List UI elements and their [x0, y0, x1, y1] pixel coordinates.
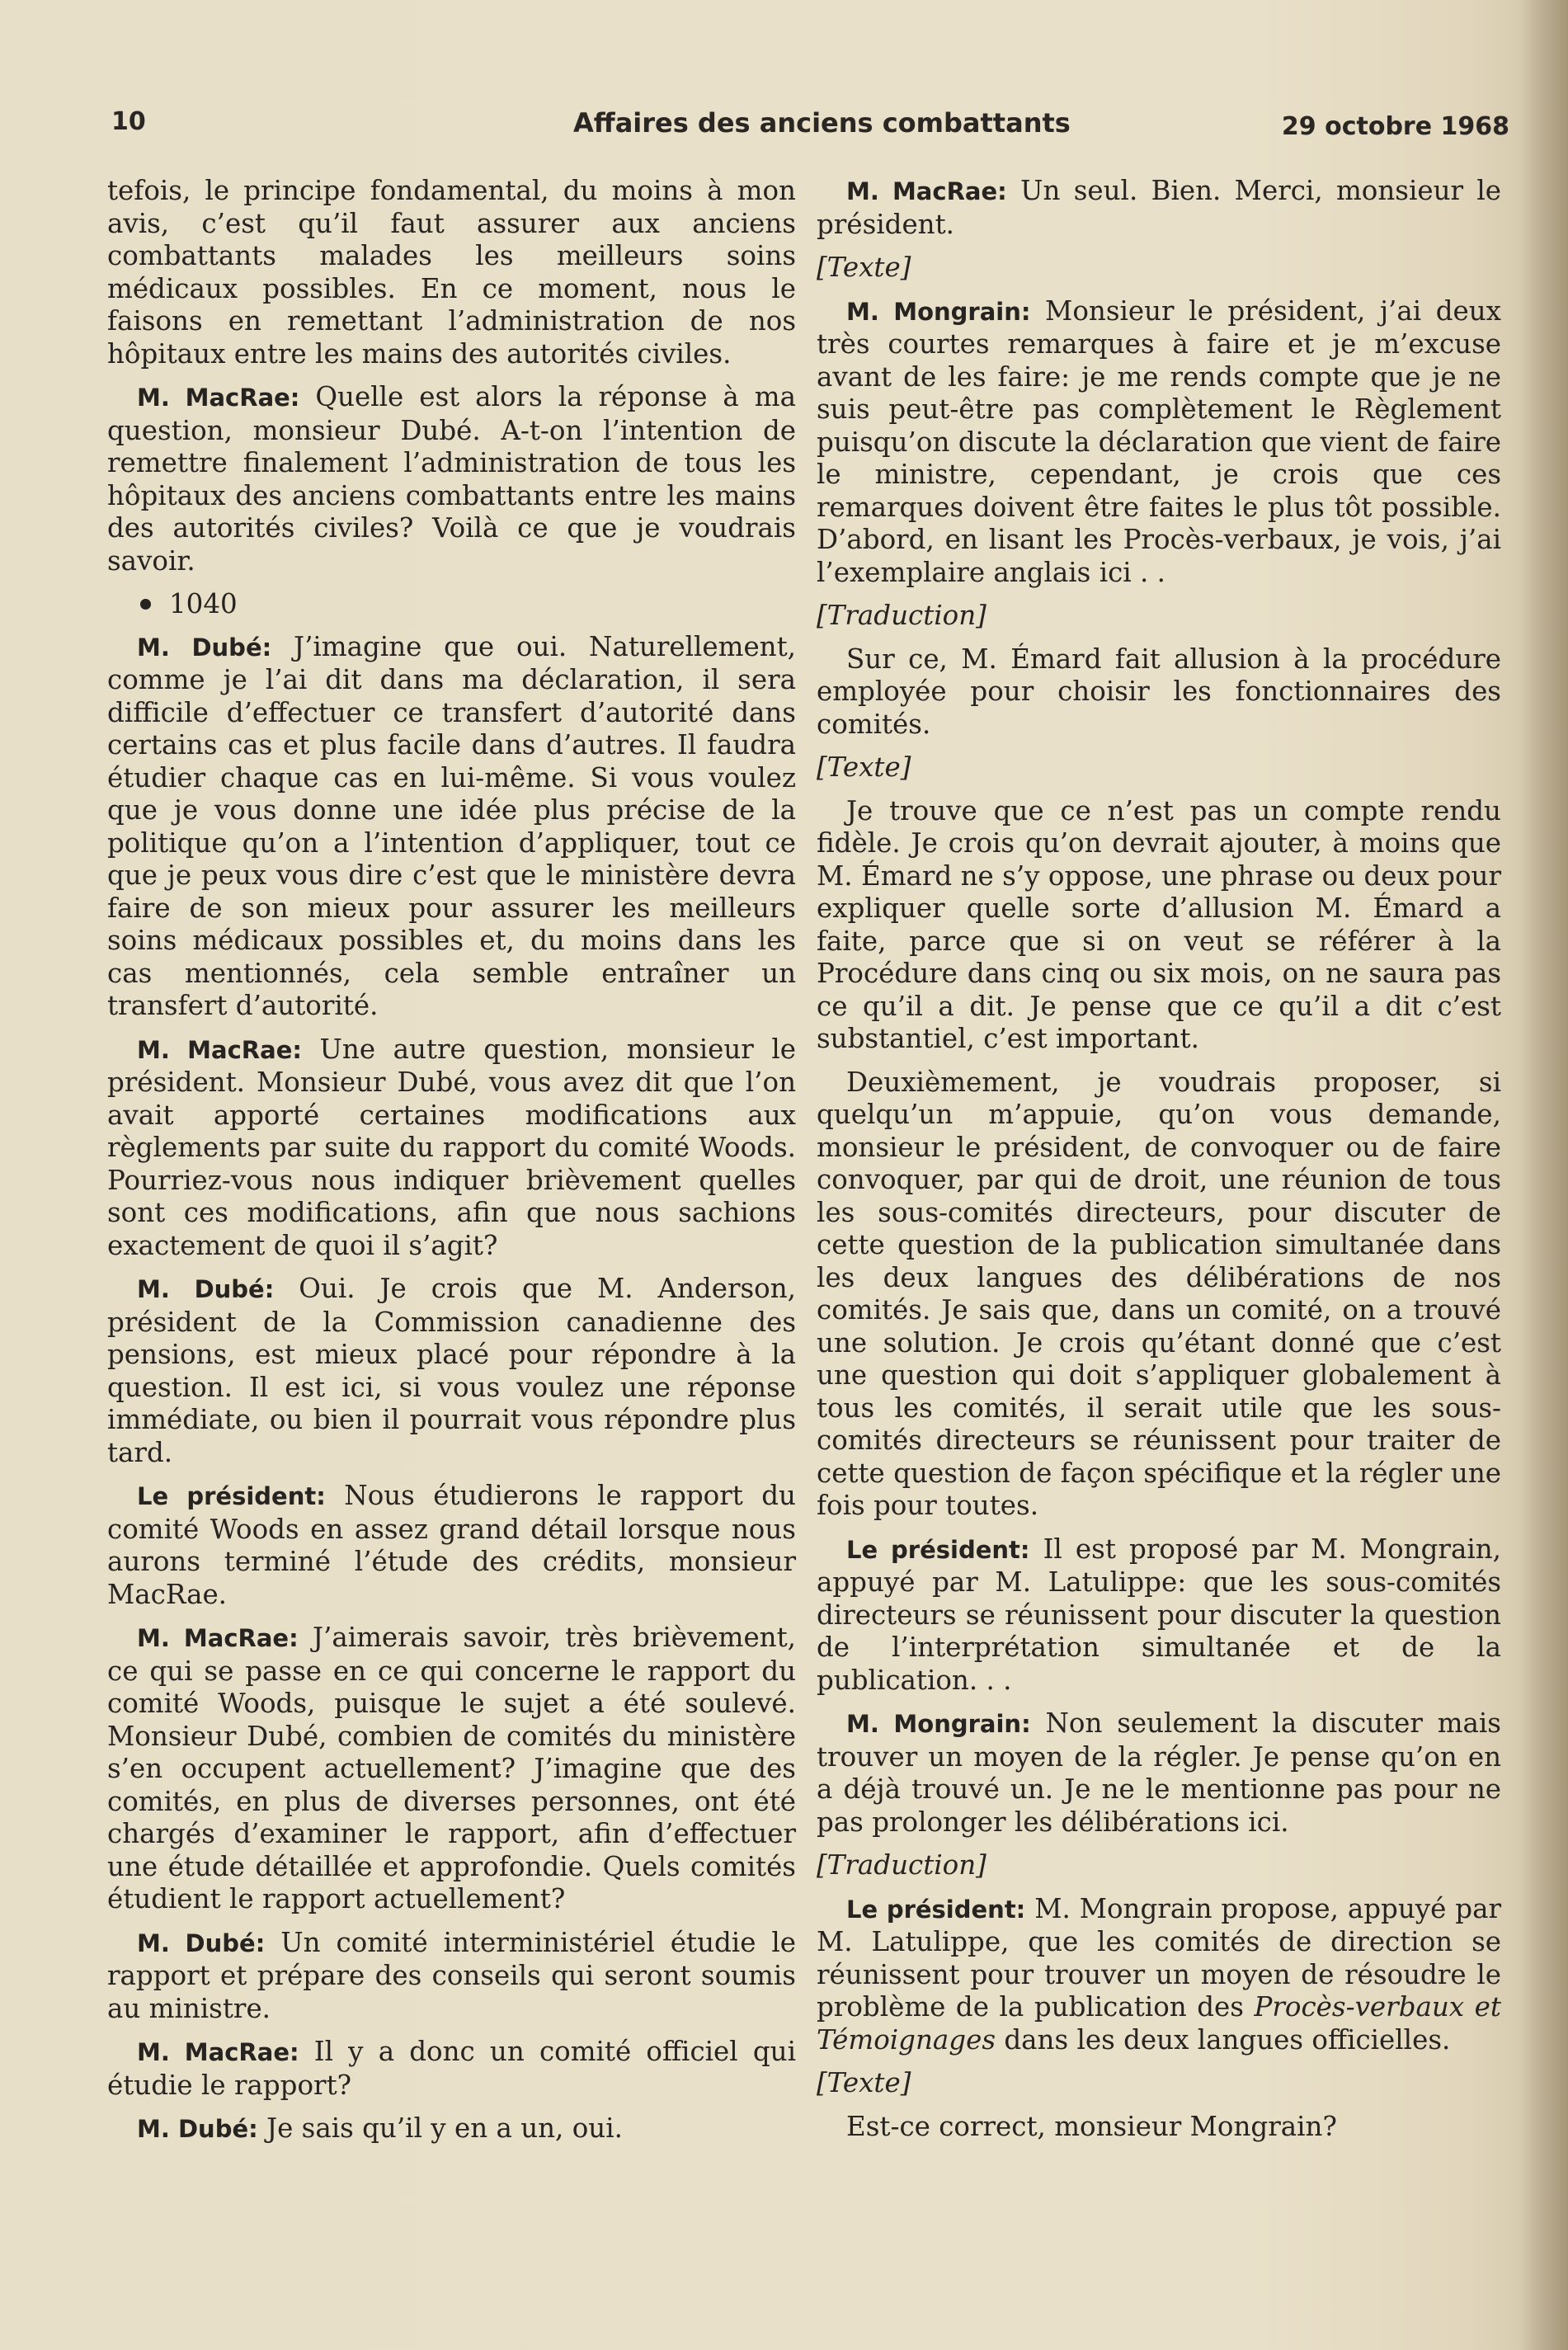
speaker-name: M. MacRae:	[137, 1035, 302, 1064]
left-column	[107, 175, 796, 2157]
language-tag: [Texte]	[817, 2067, 911, 2098]
paragraph: tefois, le principe fondamental, du moins à mon avis, c’est qu’il faut assurer aux anciens combattants malades les meilleurs soins médicaux possibles. En ce moment, nous le faisons en remettant l’administration de nos hôpitaux entre les mains des autorités civiles.	[107, 175, 796, 370]
time-marker: 1040	[140, 588, 796, 621]
speech-paragraph: M. Mongrain: Monsieur le président, j’ai deux très courtes remarques à faire et je m’excuse avant de les faire: je me rends compte que je ne suis peut-être pas complètement le Règlement puisqu’on discute la déclaration que vient de faire le ministre, cependant, je crois que ces remarques doivent être faites le plus tôt possible. D’abord, en lisant les Procès-verbaux, je vois, j’ai l’exemplaire anglais ici . .	[817, 294, 1501, 588]
paragraph: Deuxièmement, je voudrais proposer, si quelqu’un m’appuie, qu’on vous demande, monsieur le président, de convoquer ou de faire convoquer, par qui de droit, une réunion de tous les sous-comités directeurs, pour discuter de cette question de la publication simultanée dans les deux langues des délibérations de nos comités. Je sais que, dans un comité, on a trouvé une solution. Je crois qu’étant donné que c’est une question qui doit s’appliquer globalement à tous les comités, il serait utile que les sous-comités directeurs se réunissent pour traiter de cette question de façon spécifique et la régler une fois pour toutes.	[817, 1066, 1501, 1521]
speech-paragraph: M. Mongrain: Non seulement la discuter mais trouver un moyen de la régler. Je pense qu’on en a déjà trouvé un. Je ne le mentionne pas pour ne pas prolonger les délibérations ici.	[817, 1707, 1501, 1838]
speech-paragraph: M. Dubé: Je sais qu’il y en a un, oui.	[137, 2112, 623, 2144]
speaker-name: Le président:	[846, 1535, 1030, 1564]
speaker-name: M. MacRae:	[137, 384, 300, 412]
speaker-name: M. Mongrain:	[846, 1710, 1031, 1738]
bullet-icon	[140, 599, 151, 610]
speech-paragraph: M. Dubé: J’imagine que oui. Naturellement, comme je l’ai dit dans ma déclaration, il sera difficile d’effectuer ce transfert d’autorité dans certains cas et plus facile dans d’autres. Il faudra étudier chaque cas en lui-même. Si vous voulez que je vous donne une idée plus précise de la politique qu’on a l’intention d’appliquer, tout ce que je peux vous dire c’est que le ministère devra faire de son mieux pour assurer les meilleurs soins médicaux possibles et, du moins dans les cas mentionnés, cela semble entraîner un transfert d’autorité.	[107, 630, 796, 1021]
language-tag: [Texte]	[817, 751, 911, 783]
speech-paragraph: M. MacRae: Quelle est alors la réponse à ma question, monsieur Dubé. A-t-on l’intention de remettre finalement l’administration de tous les hôpitaux des anciens combattants entre les mains des autorités civiles? Voilà ce que je voudrais savoir.	[107, 381, 796, 577]
paragraph: Je trouve que ce n’est pas un compte rendu fidèle. Je crois qu’on devrait ajouter, à moins que M. Émard ne s’y oppose, une phrase ou deux pour expliquer quelle sorte d’allusion M. Émard a faite, parce que si on veut se référer à la Procédure dans cinq ou six mois, on ne saura pas ce qu’il a dit. Je pense que ce qu’il a dit c’est substantiel, c’est important.	[817, 794, 1501, 1054]
speaker-name: M. MacRae:	[846, 177, 1007, 205]
speaker-name: Le président:	[846, 1895, 1026, 1924]
speaker-name: M. Dubé:	[137, 1275, 275, 1303]
paragraph: Est-ce correct, monsieur Mongrain?	[846, 2110, 1337, 2142]
right-column	[817, 175, 1501, 2154]
speech-paragraph: M. Dubé: Oui. Je crois que M. Anderson, président de la Commission canadienne des pensions, est mieux placé pour répondre à la question. Il est ici, si vous voulez une réponse immédiate, ou bien il pourrait vous répondre plus tard.	[107, 1273, 796, 1468]
speaker-name: M. Mongrain:	[846, 297, 1031, 326]
running-title: Affaires des anciens combattants	[573, 107, 1071, 139]
speaker-name: M. MacRae:	[137, 1624, 299, 1652]
speech-paragraph: M. Dubé: Un comité interministériel étudie le rapport et prépare des conseils qui seront soumis au ministre.	[107, 1926, 796, 2024]
page-header	[111, 107, 1509, 148]
speaker-name: M. Dubé:	[137, 1929, 266, 1957]
speech-paragraph: M. MacRae: Un seul. Bien. Merci, monsieur le président.	[817, 175, 1501, 240]
language-tag: [Traduction]	[817, 1849, 986, 1881]
page-date: 29 octobre 1968	[1281, 112, 1509, 141]
language-tag: [Texte]	[817, 252, 911, 283]
speech-paragraph: M. MacRae: Une autre question, monsieur le président. Monsieur Dubé, vous avez dit que l’on avait apporté certaines modifications aux règlements par suite du rapport du comité Woods. Pourriez-vous nous indiquer brièvement quelles sont ces modifications, afin que nous sachions exactement de quoi il s’agit?	[107, 1033, 796, 1261]
speaker-name: M. MacRae:	[137, 2038, 299, 2066]
speaker-name: Le président:	[137, 1482, 326, 1510]
book-spine-shadow	[1520, 0, 1568, 2350]
speech-paragraph: Le président: Il est proposé par M. Mongrain, appuyé par M. Latulippe: que les sous-comités directeurs se réunissent pour discuter la question de l’interprétation simultanée et de la publication. . .	[817, 1533, 1501, 1696]
page-number: 10	[111, 107, 146, 136]
paragraph: Sur ce, M. Émard fait allusion à la procédure employée pour choisir les fonctionnaires des comités.	[817, 643, 1501, 740]
speaker-name: M. Dubé:	[137, 633, 272, 662]
speech-paragraph: M. MacRae: Il y a donc un comité officiel qui étudie le rapport?	[107, 2036, 796, 2101]
speech-paragraph: M. MacRae: J’aimerais savoir, très brièvement, ce qui se passe en ce qui concerne le rapport du comité Woods, puisque le sujet a été soulevé. Monsieur Dubé, combien de comités du ministère s’en occupent actuellement? J’imagine que des comités, en plus de diverses personnes, ont été chargés d’examiner le rapport, afin d’effectuer une étude détaillée et approfondie. Quels comités étudient le rapport actuellement?	[107, 1622, 796, 1914]
speech-paragraph: Le président: Nous étudierons le rapport du comité Woods en assez grand détail lorsque nous aurons terminé l’étude des crédits, monsieur MacRae.	[107, 1480, 796, 1610]
italic-title: Procès-verbaux et Témoignages	[817, 1991, 1501, 2056]
speaker-name: M. Dubé:	[137, 2115, 258, 2143]
language-tag: [Traduction]	[817, 600, 986, 631]
speech-paragraph: Le président: M. Mongrain propose, appuyé par M. Latulippe, que les comités de direction se réunissent pour trouver un moyen de résoudre le problème de la publication des Procès-verbaux et Témoignages dans les deux langues officielles.	[817, 1892, 1501, 2056]
